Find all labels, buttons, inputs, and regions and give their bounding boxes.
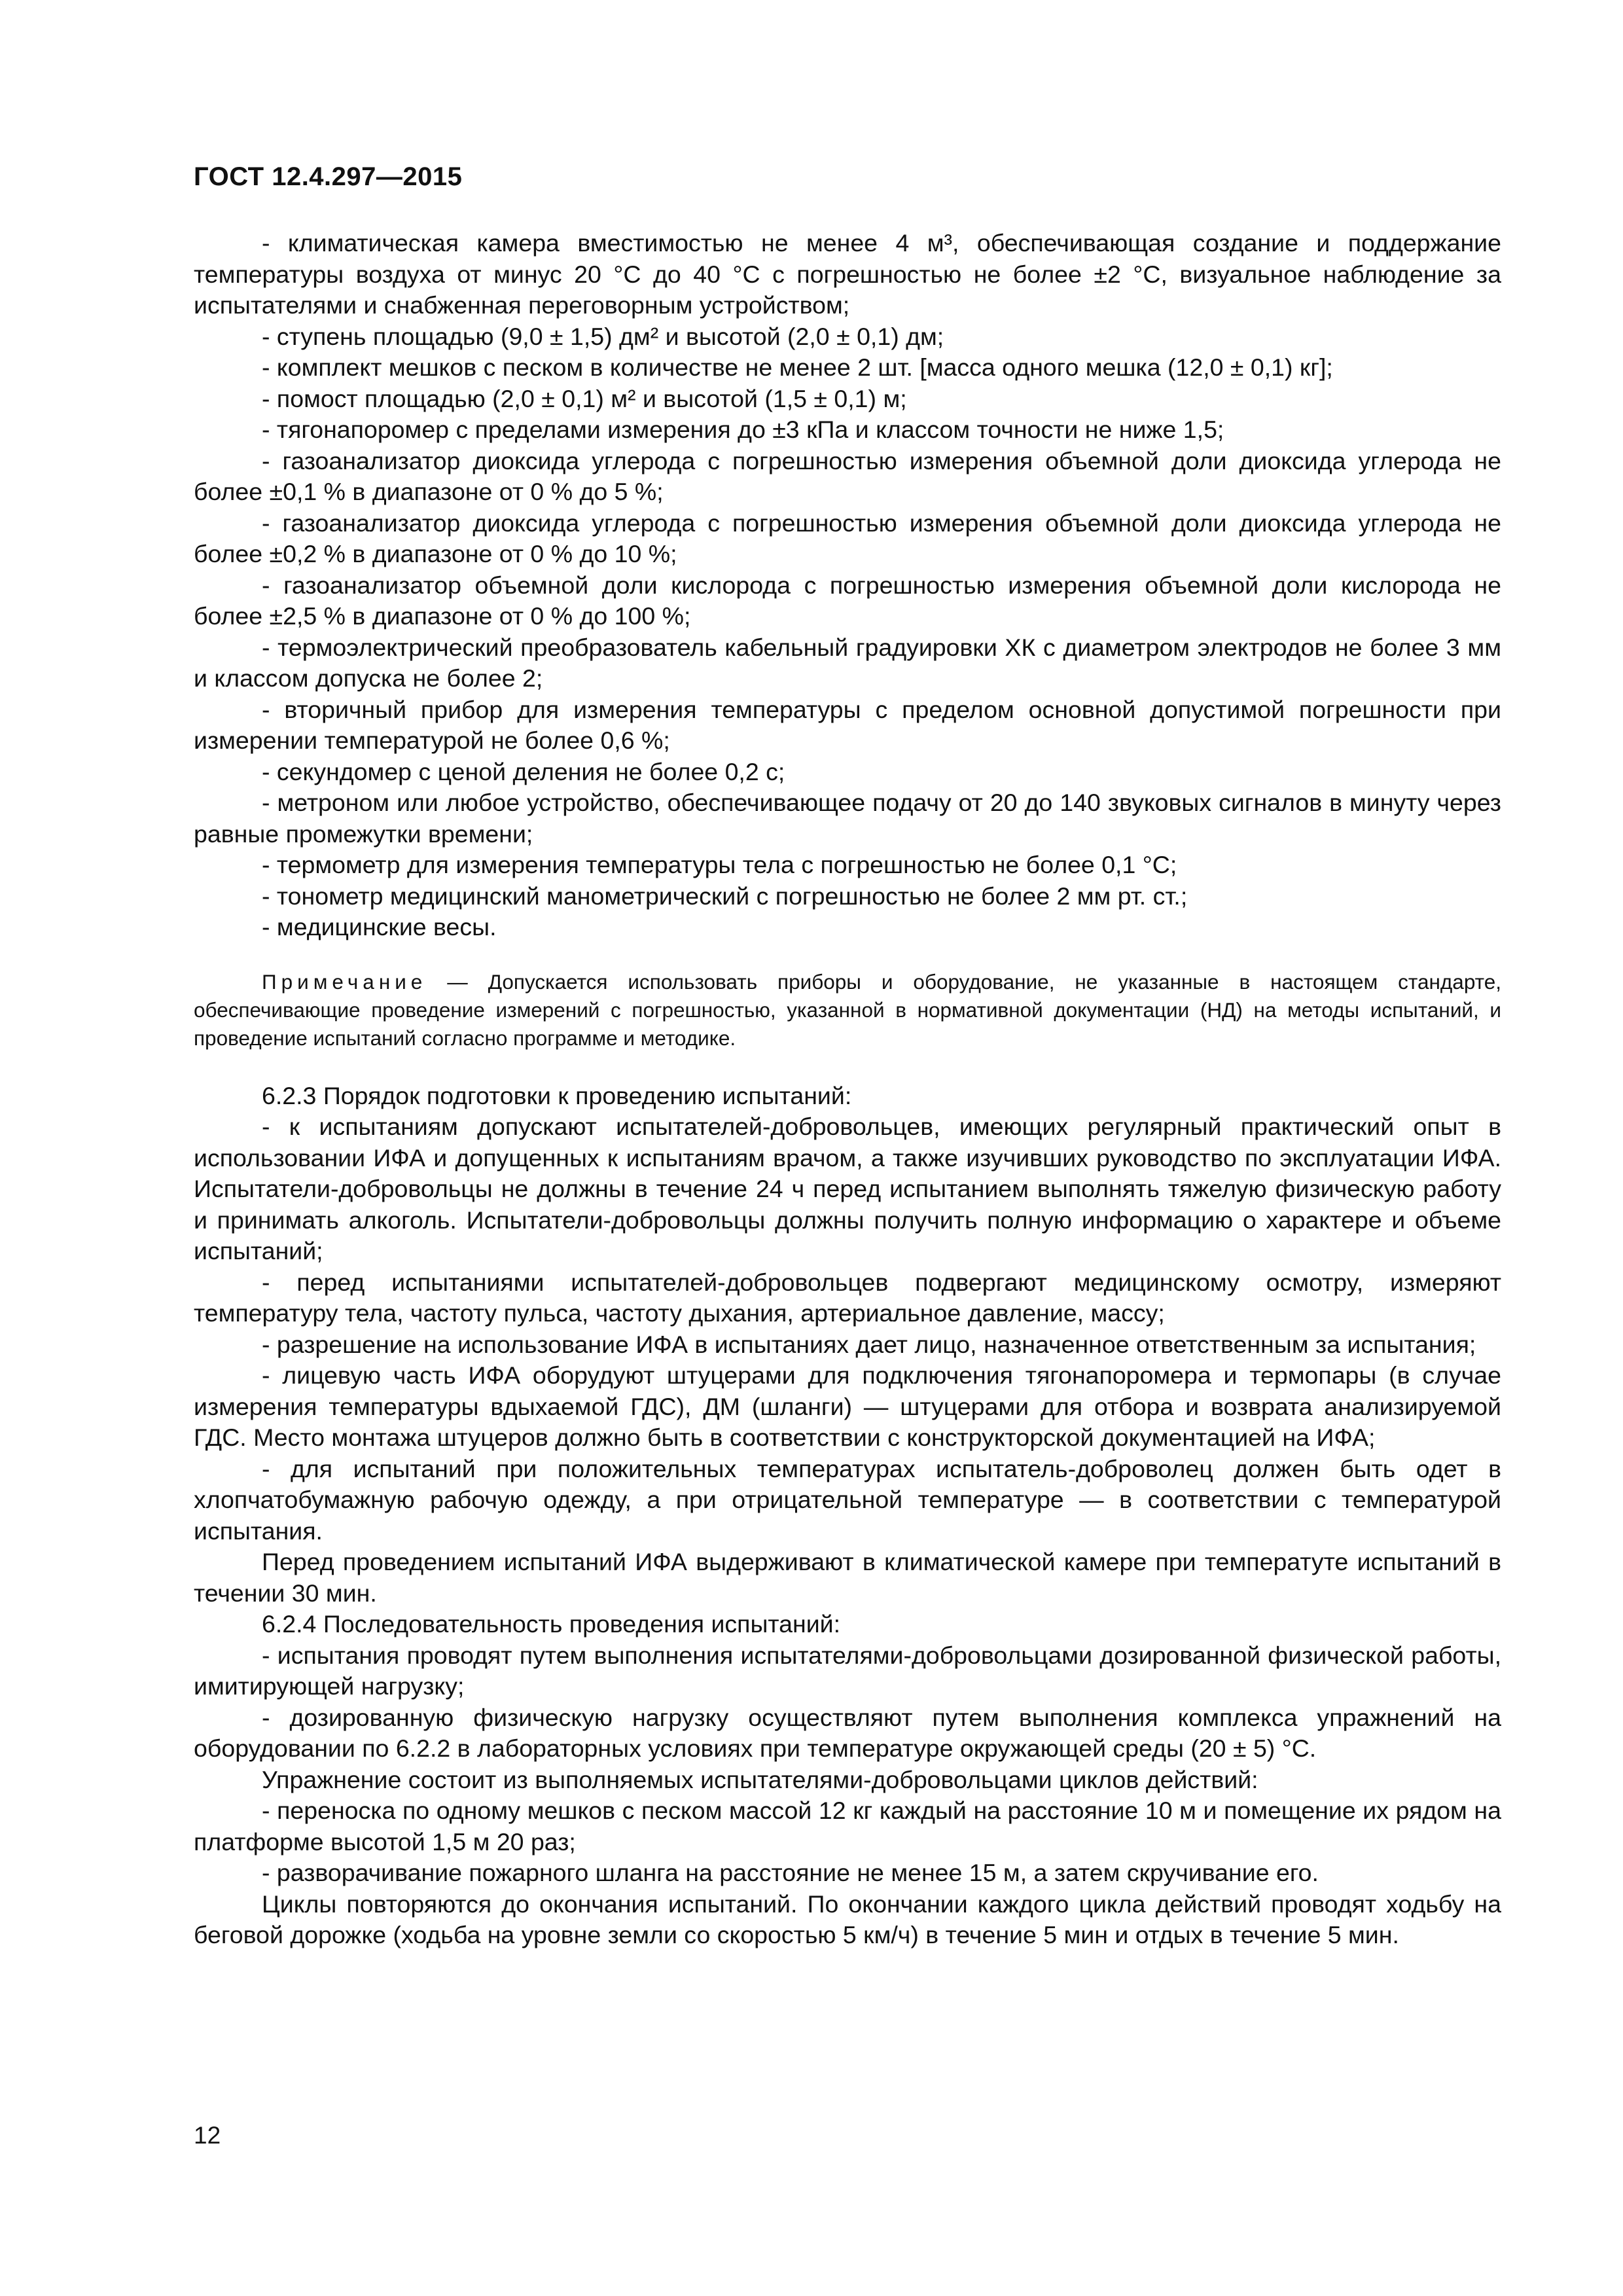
- list-item: - помост площадью (2,0 ± 0,1) м² и высотой (1,5 ± 0,1) м;: [262, 384, 907, 412]
- list-item: - к испытаниям допускают испытателей-добровольцев, имеющих регулярный практический опыт в использовании ИФА и допущенных к испытаниям врачом, а также изучивших руководство по эксплуатации ИФА. Испытатели-добровольцы не должны в течение 24 ч перед испытанием выполнять тяжелую физическую работу и принимать алкоголь. Испытатели-добровольцы должны получить полную информацию о характере и объеме испытаний;: [194, 1113, 1501, 1265]
- list-item: - вторичный прибор для измерения температуры с пределом основной допустимой погрешности при измерении температурой не более 0,6 %;: [194, 695, 1501, 754]
- list-item: - переноска по одному мешков с песком массой 12 кг каждый на расстояние 10 м и помещение их рядом на платформе высотой 1,5 м 20 раз;: [194, 1797, 1501, 1856]
- document-header: ГОСТ 12.4.297—2015: [194, 162, 463, 191]
- list-item: - лицевую часть ИФА оборудуют штуцерами для подключения тягонапоромера и термопары (в случае измерения температуры вдыхаемой ГДС), ДМ (шланги) — штуцерами для отбора и возврата анализируемой ГДС. Место монтажа штуцеров должно быть в соответствии с конструкторской документацией на ИФА;: [194, 1361, 1501, 1451]
- list-item: - медицинские весы.: [262, 913, 497, 941]
- note-label: Примечание: [262, 969, 427, 994]
- list-item: - газоанализатор диоксида углерода с погрешностью измерения объемной доли диоксида углерода не более ±0,1 % в диапазоне от 0 % до 5 %;: [194, 446, 1501, 505]
- list-item: - метроном или любое устройство, обеспечивающее подачу от 20 до 140 звуковых сигналов в минуту через равные промежутки времени;: [194, 789, 1501, 848]
- list-item: - климатическая камера вместимостью не менее 4 м³, обеспечивающая создание и поддержание температуры воздуха от минус 20 °С до 40 °С с погрешностью не более ±2 °С, визуальное наблюдение за испытателями и снабженная переговорным устройством;: [194, 229, 1501, 319]
- body-paragraph: Циклы повторяются до окончания испытаний. По окончании каждого цикла действий проводят ходьбу на беговой дорожке (ходьба на уровне земли со скоростью 5 км/ч) в течение 5 мин и отдых в течение 5 мин.: [194, 1890, 1501, 1948]
- body-text: [194, 228, 1501, 1951]
- section-heading: 6.2.3 Порядок подготовки к проведению испытаний:: [262, 1081, 852, 1109]
- list-item: - для испытаний при положительных температурах испытатель-доброволец должен быть одет в хлопчатобумажную рабочую одежду, а при отрицательной температуре — в соответствии с температурой испытания.: [194, 1454, 1501, 1545]
- list-item: - газоанализатор объемной доли кислорода с погрешностью измерения объемной доли кислорода не более ±2,5 % в диапазоне от 0 % до 100 %;: [194, 571, 1501, 630]
- note-text: — Допускается использовать приборы и оборудование, не указанные в настоящем стандарте, обеспечивающие проведение измерений с погрешностью, указанной в нормативной документации (НД) на методы испытаний, и проведение испытаний согласно программе и методике.: [194, 969, 1501, 1050]
- list-item: - разрешение на использование ИФА в испытаниях дает лицо, назначенное ответственным за испытания;: [262, 1330, 1476, 1358]
- list-item: - испытания проводят путем выполнения испытателями-добровольцами дозированной физической работы, имитирующей нагрузку;: [194, 1641, 1501, 1700]
- note-paragraph: [194, 968, 1501, 1052]
- list-item: - перед испытаниями испытателей-добровольцев подвергают медицинскому осмотру, измеряют температуру тела, частоту пульса, частоту дыхания, артериальное давление, массу;: [194, 1268, 1501, 1327]
- list-item: - комплект мешков с песком в количестве не менее 2 шт. [масса одного мешка (12,0 ± 0,1) кг];: [262, 353, 1333, 381]
- body-paragraph: Упражнение состоит из выполняемых испытателями-добровольцами циклов действий:: [262, 1765, 1258, 1793]
- list-item: - ступень площадью (9,0 ± 1,5) дм² и высотой (2,0 ± 0,1) дм;: [262, 322, 944, 350]
- section-heading: 6.2.4 Последовательность проведения испытаний:: [262, 1610, 841, 1638]
- page-number: 12: [194, 2122, 221, 2149]
- list-item: - тонометр медицинский манометрический с погрешностью не более 2 мм рт. ст.;: [262, 882, 1188, 910]
- list-item: - разворачивание пожарного шланга на расстояние не менее 15 м, а затем скручивание его.: [262, 1859, 1319, 1886]
- body-paragraph: Перед проведением испытаний ИФА выдерживают в климатической камере при температуте испытаний в течении 30 мин.: [194, 1548, 1501, 1607]
- list-item: - газоанализатор диоксида углерода с погрешностью измерения объемной доли диоксида углерода не более ±0,2 % в диапазоне от 0 % до 10 %;: [194, 509, 1501, 567]
- list-item: - тягонапоромер с пределами измерения до ±3 кПа и классом точности не ниже 1,5;: [262, 416, 1224, 443]
- list-item: - термометр для измерения температуры тела с погрешностью не более 0,1 °С;: [262, 851, 1177, 878]
- list-item: - секундомер с ценой деления не более 0,2 с;: [262, 757, 785, 785]
- list-item: - термоэлектрический преобразователь кабельный градуировки ХК с диаметром электродов не более 3 мм и классом допуска не более 2;: [194, 633, 1501, 692]
- list-item: - дозированную физическую нагрузку осуществляют путем выполнения комплекса упражнений на оборудовании по 6.2.2 в лабораторных условиях при температуре окружающей среды (20 ± 5) °С.: [194, 1703, 1501, 1762]
